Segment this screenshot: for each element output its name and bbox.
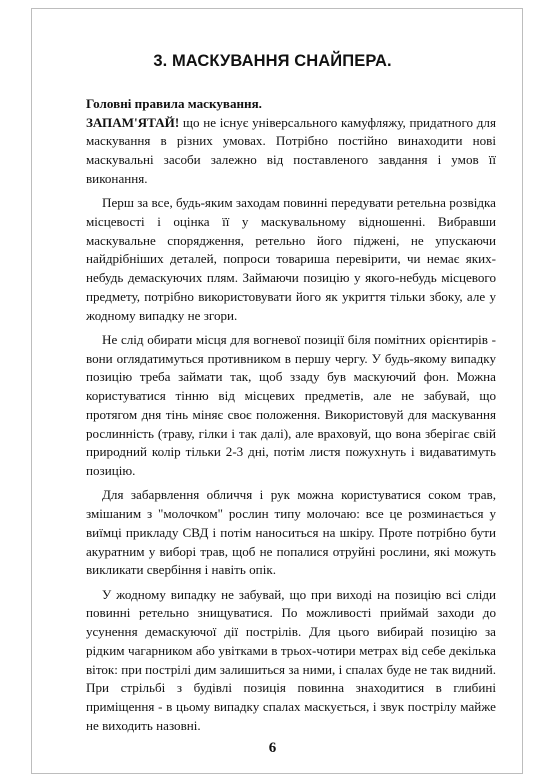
- paragraph-1-text: що не існує універсального камуфляжу, придатного для маскування в різних умовах. Потрібно постійно винаходити нові маскувальні засоби залежно від поставленого завдання і умов її виконання.: [86, 114, 496, 186]
- page-content: [86, 95, 496, 741]
- paragraph-2: Перш за все, будь-яким заходам повинні передувати ретельна розвідка місцевості і оцінка її у маскувальному відношенні. Вибравши маскувальне спорядження, ретельно його підженi, не упускаючи найдрібніших деталей, попроси товариша перевірити, чи немає яких-небудь демаскуючих плям. Займаючи позицію у якого-небудь місцевого предмету, потрібно використовувати його як укриття тільки збоку, але у жодному випадку не згори.: [86, 195, 496, 323]
- page-number: 6: [268, 740, 277, 756]
- paragraph-4: Для забарвлення обличчя і рук можна користуватися соком трав, змішаним з "молочком" рослин типу молочаю: все це розминається у виїмці прикладу СВД і потім наноситься на шкіру. Проте потрібно бути акуратним у виборі трав, щоб не попалися отруйні рослини, які можуть викликати свербіння і навіть опік.: [86, 487, 496, 578]
- remember-lead: ЗАПАМ'ЯТАЙ!: [86, 114, 180, 130]
- section-heading: Головні правила маскування.: [86, 96, 262, 111]
- chapter-title: 3. МАСКУВАННЯ СНАЙПЕРА.: [153, 52, 392, 70]
- paragraph-1: [86, 114, 496, 189]
- paragraph-3: Не слід обирати місця для вогневої позиції біля помітних орієнтирів - вони оглядатимуться противником в першу чергу. У будь-якому випадку позицію треба займати так, щоб ззаду був маскуючий фон. Можна користуватися тінню від місцевих предметів, але не забувай, що протягом дня тінь міняє своє положення. Використовуй для маскування рослинність (траву, гілки і так далі), але враховуй, що вона зберігає свій природний колір тільки 2-3 дні, потім листя пожухнуть і видаватимуть позицію.: [86, 332, 496, 478]
- paragraph-5: У жодному випадку не забувай, що при виході на позицію всі сліди повинні ретельно знищуватися. По можливості приймай заходи до усунення демаскуючої дії пострілів. Для цього вибирай позицію за рідким чагарником або увітками в трьох-чотири метрах від себе декілька віток: при пострілі дим залишиться за ними, і спалах буде не так видний. При стрільбі з будівлі позиція повинна знаходитися в глибині приміщення - в цьому випадку спалах маскується, і звук пострілу майже не виходить назовні.: [86, 586, 496, 733]
